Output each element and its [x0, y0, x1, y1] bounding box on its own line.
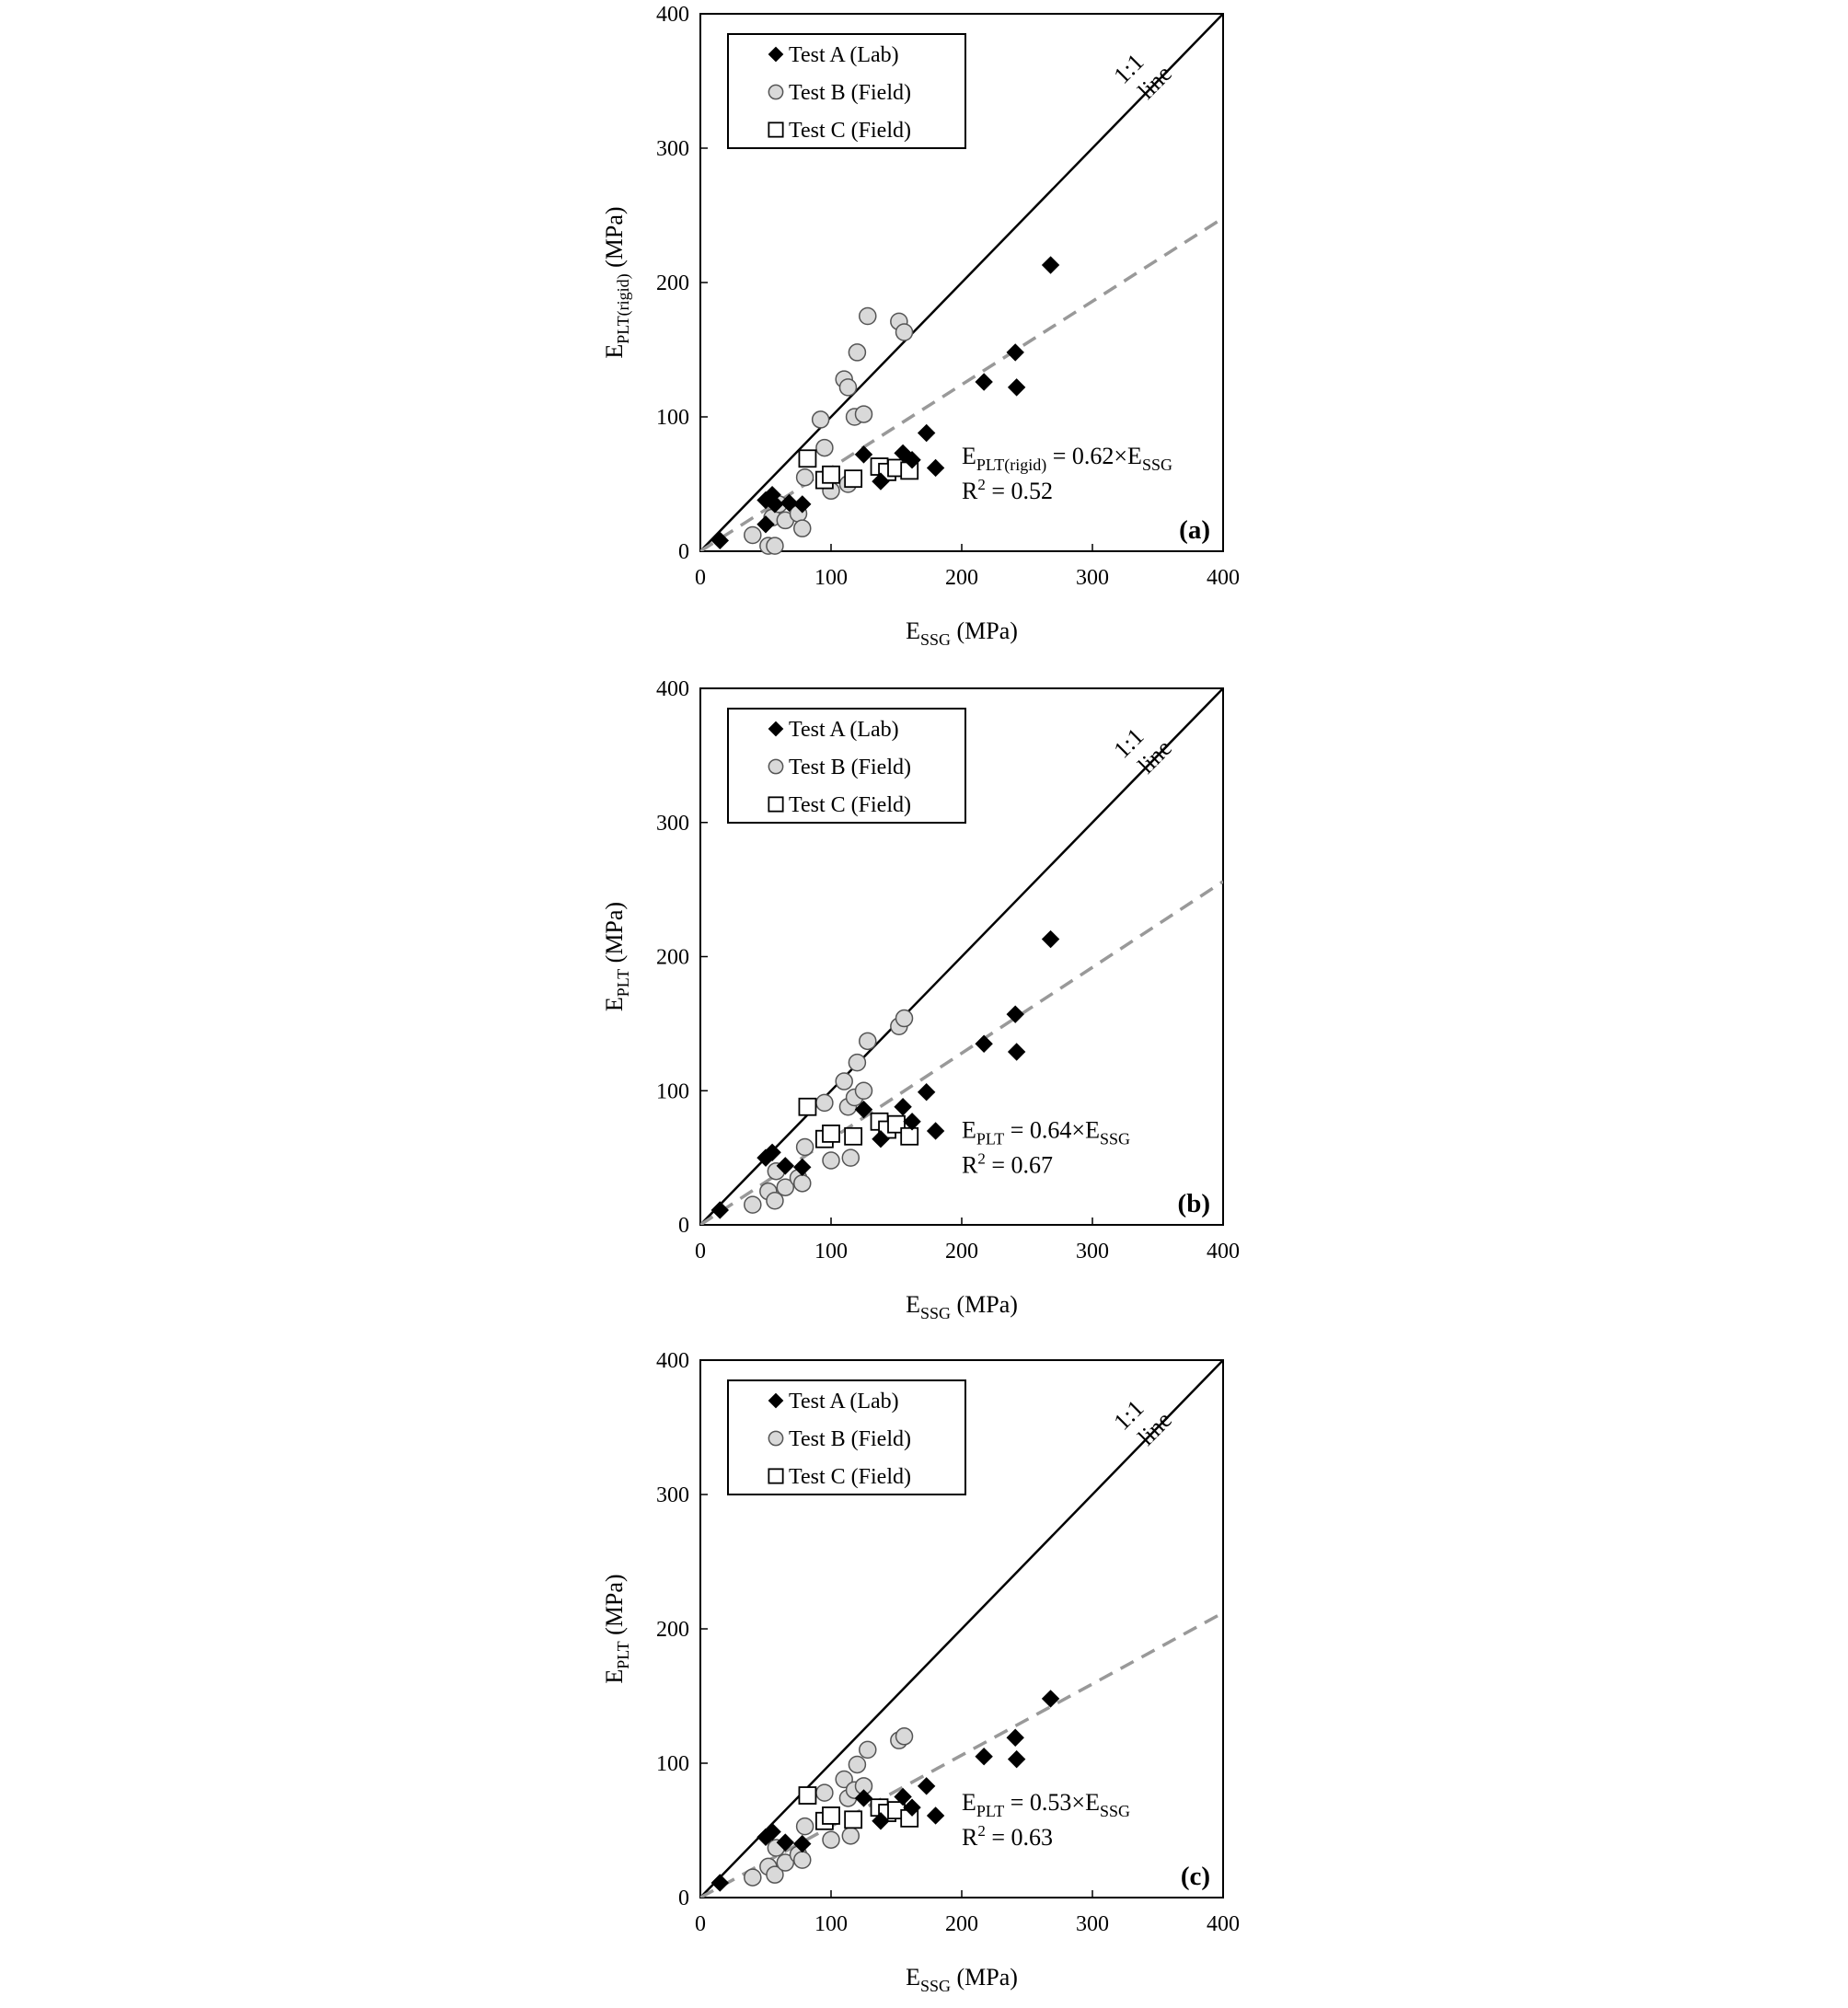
chart-panel-a — [601, 3, 1240, 649]
data-point — [767, 537, 783, 554]
data-point — [839, 379, 856, 396]
x-tick-label: 0 — [695, 1240, 706, 1264]
legend-entry: Test B (Field) — [789, 81, 911, 105]
identity-line-label: 1:1 — [1108, 1394, 1149, 1436]
x-axis-label: $E_{SSG}$ (MPa) — [906, 1291, 1018, 1322]
data-point — [856, 406, 872, 422]
data-point — [836, 1073, 852, 1090]
y-tick-label: 300 — [656, 1483, 689, 1507]
data-point — [849, 1756, 865, 1772]
y-tick-label: 200 — [656, 271, 689, 295]
data-point — [1007, 344, 1023, 361]
data-point — [813, 411, 829, 428]
legend-entry: Test C (Field) — [789, 793, 911, 817]
y-tick-label: 400 — [656, 677, 689, 701]
regression-equation: $E_{PLT(rigid)} = 0.62\times E_{SSG}$ — [962, 443, 1172, 475]
data-point — [768, 1431, 782, 1445]
data-point — [823, 467, 839, 483]
x-tick-label: 200 — [945, 566, 978, 590]
data-point — [895, 1099, 911, 1115]
data-point — [797, 1818, 814, 1835]
regression-equation: $E_{PLT} = 0.64\times E_{SSG}$ — [962, 1116, 1130, 1148]
data-point — [816, 1784, 833, 1801]
y-tick-label: 0 — [678, 540, 689, 564]
x-tick-label: 100 — [814, 566, 848, 590]
data-point — [797, 1138, 814, 1155]
panel-label: (a) — [1179, 515, 1210, 545]
series-circle — [745, 1010, 913, 1214]
data-point — [794, 1175, 811, 1192]
data-point — [976, 1748, 992, 1765]
y-tick-label: 400 — [656, 1349, 689, 1373]
y-axis-label: $E_{PLT}$ (MPa) — [601, 901, 632, 1012]
x-tick-label: 300 — [1076, 1912, 1109, 1936]
data-point — [896, 1010, 913, 1027]
legend-entry: Test B (Field) — [789, 1427, 911, 1451]
y-tick-label: 0 — [678, 1214, 689, 1238]
data-point — [745, 1196, 761, 1213]
identity-line-label: line — [1132, 60, 1177, 105]
panel-label: (b) — [1177, 1189, 1210, 1218]
chart-panel-c — [601, 1349, 1240, 1995]
data-point — [816, 440, 833, 456]
x-tick-label: 400 — [1207, 566, 1240, 590]
panel-label: (c) — [1180, 1862, 1210, 1891]
legend — [728, 709, 965, 823]
x-tick-label: 0 — [695, 1912, 706, 1936]
data-point — [976, 1035, 992, 1052]
y-axis-label: $E_{PLT}$ (MPa) — [601, 1574, 632, 1684]
data-point — [901, 1128, 918, 1145]
data-point — [768, 122, 782, 136]
x-tick-label: 100 — [814, 1912, 848, 1936]
data-point — [856, 1082, 872, 1099]
data-point — [928, 1807, 944, 1824]
legend-entry: Test B (Field) — [789, 756, 911, 779]
y-tick-label: 400 — [656, 3, 689, 27]
x-tick-label: 300 — [1076, 566, 1109, 590]
x-tick-label: 0 — [695, 566, 706, 590]
data-point — [1007, 1729, 1023, 1746]
y-axis-label: $E_{PLT(rigid)}$ (MPa) — [601, 206, 632, 359]
data-point — [842, 1149, 859, 1166]
data-point — [768, 85, 782, 98]
data-point — [794, 520, 811, 537]
x-tick-label: 400 — [1207, 1240, 1240, 1264]
data-point — [928, 459, 944, 476]
x-tick-label: 100 — [814, 1240, 848, 1264]
identity-line-label: 1:1 — [1108, 48, 1149, 89]
data-point — [896, 1728, 913, 1745]
legend-entry: Test A (Lab) — [789, 43, 899, 67]
x-tick-label: 300 — [1076, 1240, 1109, 1264]
data-point — [711, 1875, 728, 1891]
data-point — [816, 1094, 833, 1111]
data-point — [1043, 257, 1059, 273]
y-tick-label: 100 — [656, 1752, 689, 1776]
x-tick-label: 400 — [1207, 1912, 1240, 1936]
data-point — [823, 1831, 839, 1848]
x-tick-label: 200 — [945, 1240, 978, 1264]
data-point — [845, 1811, 861, 1828]
identity-line-label: line — [1132, 1406, 1177, 1451]
regression-equation: $E_{PLT} = 0.53\times E_{SSG}$ — [962, 1789, 1130, 1821]
data-point — [860, 1741, 876, 1758]
data-point — [849, 1055, 865, 1071]
legend-entry: Test A (Lab) — [789, 718, 899, 742]
data-point — [860, 308, 876, 325]
legend-entry: Test A (Lab) — [789, 1390, 899, 1414]
data-point — [842, 1828, 859, 1844]
data-point — [823, 1125, 839, 1142]
data-point — [918, 1778, 935, 1795]
data-point — [976, 374, 992, 390]
data-point — [1009, 1044, 1025, 1060]
legend — [728, 1380, 965, 1494]
data-point — [823, 1807, 839, 1824]
data-point — [797, 469, 814, 486]
y-tick-label: 200 — [656, 1618, 689, 1642]
y-tick-label: 300 — [656, 811, 689, 836]
data-point — [845, 470, 861, 487]
legend-entry: Test C (Field) — [789, 1465, 911, 1489]
data-point — [928, 1123, 944, 1139]
series-diamond — [711, 257, 1058, 548]
y-tick-label: 0 — [678, 1887, 689, 1910]
y-tick-label: 100 — [656, 1079, 689, 1104]
r-squared: $R^2 = 0.63$ — [962, 1822, 1054, 1852]
data-point — [918, 425, 935, 442]
data-point — [799, 1099, 815, 1115]
data-point — [745, 1869, 761, 1886]
y-tick-label: 300 — [656, 137, 689, 161]
y-tick-label: 100 — [656, 406, 689, 430]
data-point — [823, 1152, 839, 1169]
data-point — [849, 344, 865, 361]
data-point — [1009, 379, 1025, 396]
data-point — [918, 1084, 935, 1101]
data-point — [799, 1787, 815, 1804]
data-point — [1043, 931, 1059, 948]
data-point — [794, 1852, 811, 1868]
data-point — [860, 1033, 876, 1049]
y-tick-label: 200 — [656, 945, 689, 970]
x-tick-label: 200 — [945, 1912, 978, 1936]
data-point — [799, 450, 815, 467]
data-point — [1043, 1691, 1059, 1707]
r-squared: $R^2 = 0.67$ — [962, 1149, 1054, 1179]
data-point — [768, 759, 782, 773]
legend-entry: Test C (Field) — [789, 119, 911, 143]
identity-line-label: 1:1 — [1108, 722, 1149, 764]
data-point — [896, 324, 913, 340]
data-point — [768, 1469, 782, 1483]
identity-line-label: line — [1132, 734, 1177, 779]
legend — [728, 34, 965, 148]
r-squared: $R^2 = 0.52$ — [962, 476, 1054, 505]
data-point — [711, 1202, 728, 1218]
data-point — [768, 797, 782, 811]
data-point — [1009, 1751, 1025, 1768]
x-axis-label: $E_{SSG}$ (MPa) — [906, 1964, 1018, 1995]
x-axis-label: $E_{SSG}$ (MPa) — [906, 617, 1018, 649]
data-point — [745, 526, 761, 543]
data-point — [856, 446, 872, 463]
chart-panel-b — [601, 677, 1240, 1322]
data-point — [845, 1128, 861, 1145]
